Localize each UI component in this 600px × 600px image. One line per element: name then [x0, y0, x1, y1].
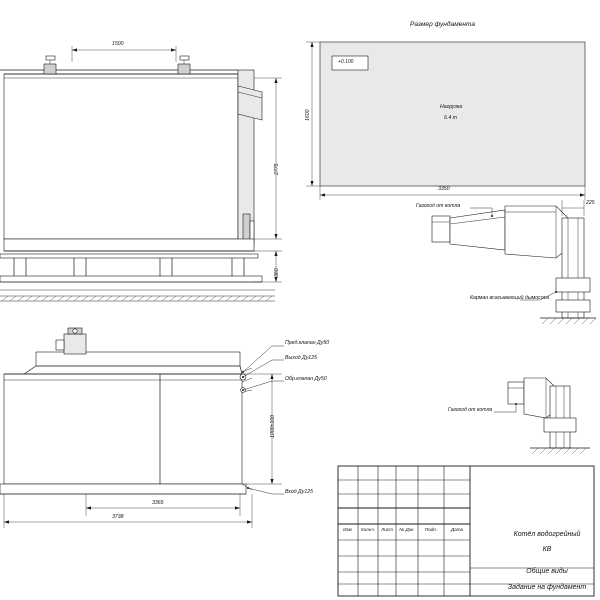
title-col-ndok: № Док.	[399, 527, 415, 532]
title-line-3: Общие виды	[526, 568, 568, 575]
callout-safety-valve: Пред.клапан Ду50	[285, 340, 330, 346]
title-line-2: КВ	[542, 546, 552, 553]
side-height-dim-1: 2775	[274, 163, 280, 175]
callout-flue-lower: Газоход от котла	[448, 407, 493, 413]
side-top-dim: 1500	[112, 41, 124, 47]
plan-width-dim: 1000±100	[270, 414, 276, 438]
foundation-plan	[306, 42, 585, 200]
title-line-4: Задание на фундамент	[507, 584, 587, 591]
title-col-podp: Подп.	[424, 527, 438, 532]
callout-inlet: Вход Ду125	[285, 489, 313, 495]
plan-callout-leaders	[242, 346, 284, 494]
title-col-list: Лист	[381, 527, 393, 532]
title-col-izm: Изм.	[343, 527, 353, 532]
plan-length-dim-1: 3365	[152, 500, 164, 506]
callout-outlet: Выход Ду125	[285, 355, 317, 361]
duct-detail-upper	[432, 200, 596, 324]
callout-suction-pocket: Карман всасывающий дымососа	[470, 295, 550, 301]
foundation-load-label: Нагрузка	[440, 104, 463, 110]
duct-dim-225: 225	[586, 200, 595, 206]
title-col-data: Дата	[450, 527, 464, 532]
boiler-plan-view	[0, 328, 252, 494]
plan-length-dim-2: 3738	[112, 514, 124, 520]
callout-check-valve: Обр.клапан Ду50	[285, 376, 327, 382]
title-line-1: Котёл водогрейный	[513, 531, 581, 538]
foundation-width-dim: 3350	[438, 186, 450, 192]
side-height-dim-2: 360	[274, 268, 280, 277]
callout-flue-upper: Газоход от котла	[416, 203, 461, 209]
boiler-side-body	[0, 56, 262, 250]
boiler-side-base	[0, 239, 262, 282]
title-col-kolich: Колич.	[361, 527, 375, 532]
foundation-load-value: 6.4 т	[444, 115, 457, 121]
duct-detail-lower	[494, 378, 590, 454]
elevation-marker-label: +0.100	[338, 59, 354, 65]
ground-hatch-top	[0, 290, 275, 301]
foundation-header: Размер фундамента	[410, 21, 476, 28]
foundation-height-dim: 1600	[305, 109, 311, 121]
